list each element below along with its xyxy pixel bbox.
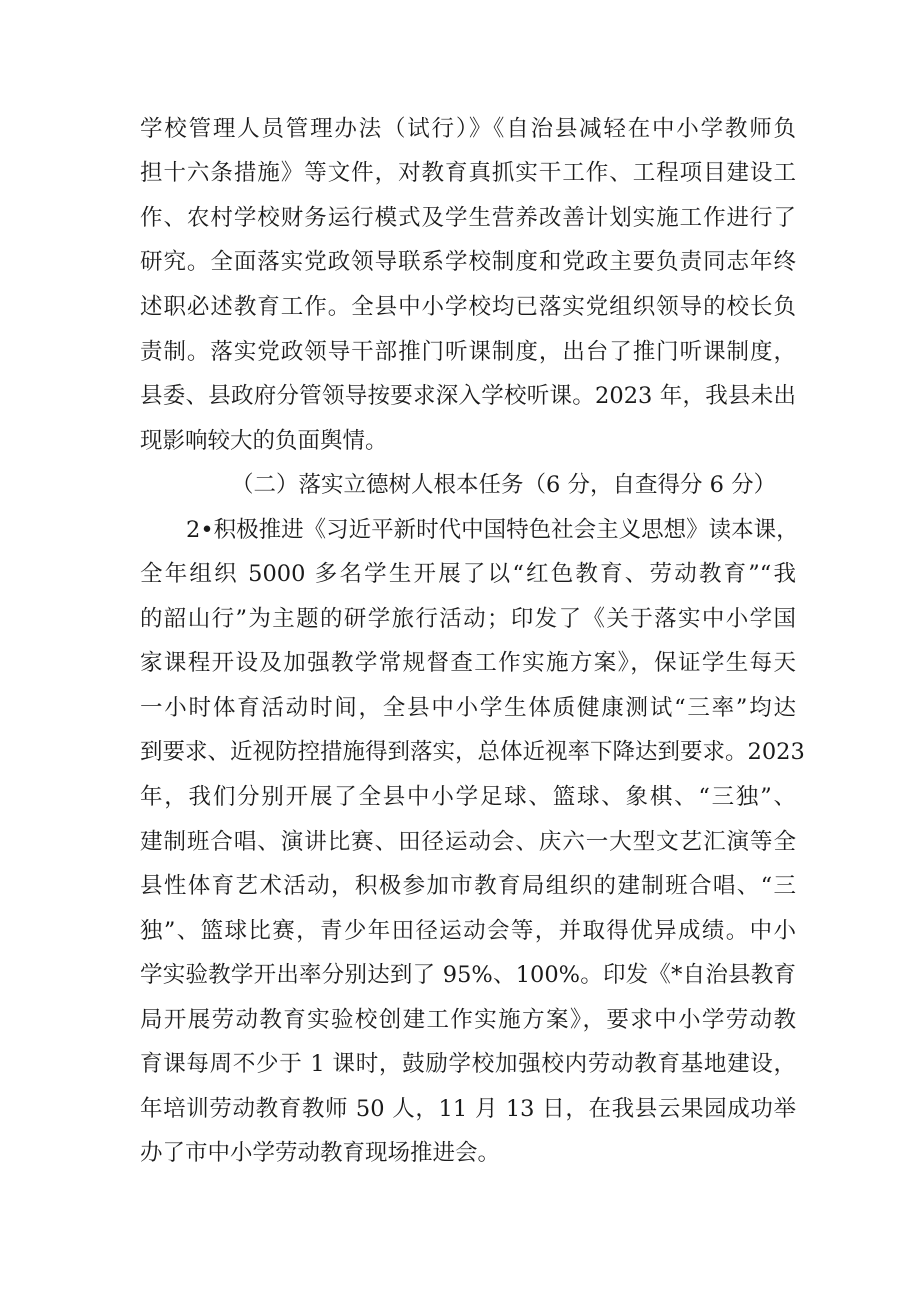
paragraph-2-line: 的韶山行”为主题的研学旅行活动；印发了《关于落实中小学国 <box>140 606 796 632</box>
paragraph-1-line: 作、农村学校财务运行模式及学生营养改善计划实施工作进行了 <box>140 205 796 231</box>
paragraph-2-line: 家课程开设及加强教学常规督查工作实施方案》，保证学生每天 <box>140 650 796 676</box>
paragraph-1-line: 研究。全面落实党政领导联系学校制度和党政主要负责同志年终 <box>140 249 796 275</box>
paragraph-2-line: 局开展劳动教育实验校创建工作实施方案》，要求中小学劳动教 <box>140 1007 796 1033</box>
section-heading: （二）落实立德树人根本任务（6 分，自查得分 6 分） <box>231 472 777 498</box>
paragraph-1-line: 学校管理人员管理办法（试行）》《自治县减轻在中小学教师负 <box>140 116 796 142</box>
paragraph-1-line: 述职必述教育工作。全县中小学校均已落实党组织领导的校长负 <box>140 294 796 320</box>
paragraph-1-line: 责制。落实党政领导干部推门听课制度，出台了推门听课制度， <box>140 339 796 365</box>
paragraph-2-line: 独”、篮球比赛，青少年田径运动会等，并取得优异成绩。中小 <box>140 918 796 944</box>
paragraph-2-line: 一小时体育活动时间，全县中小学生体质健康测试“三率”均达 <box>140 695 796 721</box>
paragraph-1-line: 现影响较大的负面舆情。 <box>140 428 388 454</box>
paragraph-2-line: 年，我们分别开展了全县中小学足球、篮球、象棋、“三独”、 <box>140 784 796 810</box>
paragraph-2-line: 到要求、近视防控措施得到落实，总体近视率下降达到要求。2023 <box>140 739 805 765</box>
paragraph-2-line: 学实验教学开出率分别达到了 95%、100%。印发《*自治县教育 <box>140 962 796 988</box>
paragraph-1-line: 县委、县政府分管领导按要求深入学校听课。2023 年，我县未出 <box>140 383 796 409</box>
paragraph-2-line: 年培训劳动教育教师 50 人，11 月 13 日，在我县云果园成功举 <box>140 1096 796 1122</box>
paragraph-2-line: 育课每周不少于 1 课时，鼓励学校加强校内劳动教育基地建设， <box>140 1051 796 1077</box>
paragraph-2-line: 全年组织 5000 多名学生开展了以“红色教育、劳动教育”“我 <box>140 561 796 587</box>
paragraph-2-line: 建制班合唱、演讲比赛、田径运动会、庆六一大型文艺汇演等全 <box>140 829 796 855</box>
paragraph-2-line: 办了市中小学劳动教育现场推进会。 <box>140 1140 501 1166</box>
paragraph-2-line: 2•积极推进《习近平新时代中国特色社会主义思想》读本课， <box>186 517 799 543</box>
paragraph-2-line: 县性体育艺术活动，积极参加市教育局组织的建制班合唱、“三 <box>140 873 796 899</box>
paragraph-1-line: 担十六条措施》等文件，对教育真抓实干工作、工程项目建设工 <box>140 160 796 186</box>
